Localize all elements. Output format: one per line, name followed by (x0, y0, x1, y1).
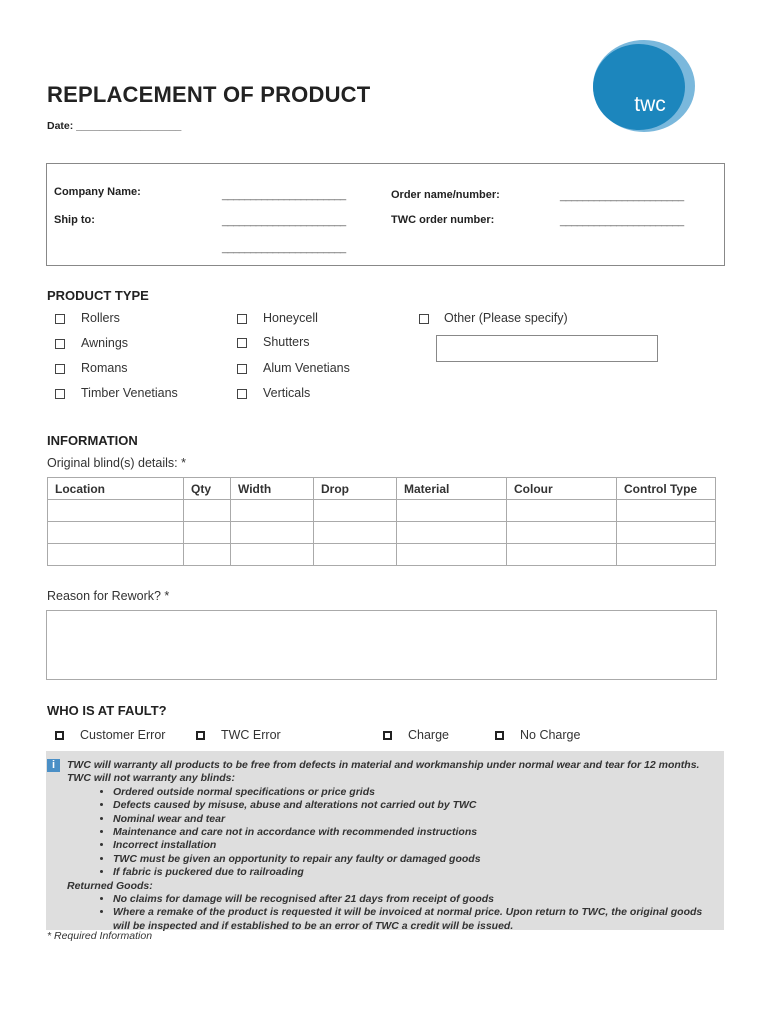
table-cell[interactable] (231, 544, 314, 566)
information-heading: INFORMATION (47, 433, 138, 448)
list-item: • Maintenance and care not in accordance with recommended instructions (113, 826, 722, 839)
table-cell[interactable] (617, 522, 716, 544)
table-cell[interactable] (314, 544, 397, 566)
logo-inner-circle (593, 44, 685, 130)
table-cell[interactable] (397, 500, 507, 522)
page-title: REPLACEMENT OF PRODUCT (47, 82, 371, 107)
details-label: Original blind(s) details: * (47, 456, 186, 470)
table-cell[interactable] (184, 522, 231, 544)
list-item: • Where a remake of the product is requested it will be invoiced at normal price. Upon return to TWC, the original goods will be inspected and if established to be an error of TWC a credit will be issued. (113, 906, 722, 933)
order-name-label: Order name/number: (391, 189, 500, 201)
column-width: Width (231, 478, 314, 500)
table-cell[interactable] (231, 500, 314, 522)
warranty-intro: TWC will warranty all products to be free from defects in material and workmanship under normal wear and tear for 12 months. TWC will not warranty any blinds: (67, 759, 700, 785)
company-name-label: Company Name: (54, 186, 141, 198)
table-cell[interactable] (231, 522, 314, 544)
alum-venetians-label: Alum Venetians (263, 361, 350, 375)
table-cell[interactable] (314, 522, 397, 544)
fault-heading: WHO IS AT FAULT? (47, 703, 167, 718)
customer-error-checkbox[interactable] (55, 731, 64, 740)
romans-checkbox[interactable] (55, 364, 65, 374)
twc-logo (588, 38, 696, 134)
table-cell[interactable] (184, 500, 231, 522)
returned-goods-heading: Returned Goods: (67, 879, 153, 892)
no-charge-label: No Charge (520, 728, 581, 742)
timber-venetians-checkbox[interactable] (55, 389, 65, 399)
table-cell[interactable] (507, 522, 617, 544)
list-item: • Ordered outside normal specifications or price grids (113, 786, 722, 799)
info-icon: i (47, 759, 60, 772)
table-cell[interactable] (617, 500, 716, 522)
romans-label: Romans (81, 361, 128, 375)
company-name-field[interactable]: ______________________ (222, 189, 346, 201)
table-row (48, 500, 716, 522)
shutters-checkbox[interactable] (237, 338, 247, 348)
warranty-text (67, 759, 722, 933)
shutters-label: Shutters (263, 335, 310, 349)
list-item: • Incorrect installation (113, 839, 722, 852)
column-colour: Colour (507, 478, 617, 500)
honeycell-label: Honeycell (263, 311, 318, 325)
timber-venetians-label: Timber Venetians (81, 386, 178, 400)
date-field[interactable]: Date: __________________ (47, 120, 182, 132)
table-cell[interactable] (397, 522, 507, 544)
table-cell[interactable] (507, 500, 617, 522)
table-cell[interactable] (48, 522, 184, 544)
column-material: Material (397, 478, 507, 500)
table-cell[interactable] (48, 500, 184, 522)
ship-to-field[interactable]: ______________________ (222, 215, 346, 227)
charge-label: Charge (408, 728, 449, 742)
column-location: Location (48, 478, 184, 500)
ship-to-label: Ship to: (54, 214, 95, 226)
warranty-exclusion-list (67, 786, 722, 880)
table-cell[interactable] (397, 544, 507, 566)
verticals-checkbox[interactable] (237, 389, 247, 399)
reason-label: Reason for Rework? * (47, 589, 170, 603)
column-qty: Qty (184, 478, 231, 500)
list-item: • TWC must be given an opportunity to repair any faulty or damaged goods (113, 853, 722, 866)
twc-order-field[interactable]: ______________________ (560, 215, 684, 227)
other-checkbox[interactable] (419, 314, 429, 324)
other-specify-input[interactable] (436, 335, 658, 362)
awnings-label: Awnings (81, 336, 129, 350)
alum-venetians-checkbox[interactable] (237, 364, 247, 374)
reason-textarea[interactable] (46, 610, 717, 680)
other-label: Other (Please specify) (444, 311, 568, 325)
product-type-heading: PRODUCT TYPE (47, 288, 149, 303)
list-item: • No claims for damage will be recognised after 21 days from receipt of goods (113, 893, 722, 906)
table-cell[interactable] (314, 500, 397, 522)
list-item: • If fabric is puckered due to railroading (113, 866, 722, 879)
column-control-type: Control Type (617, 478, 716, 500)
twc-error-checkbox[interactable] (196, 731, 205, 740)
logo-text: twc (634, 93, 666, 116)
rollers-checkbox[interactable] (55, 314, 65, 324)
table-row (48, 544, 716, 566)
ship-to-field-2[interactable]: ______________________ (222, 242, 346, 254)
table-cell[interactable] (48, 544, 184, 566)
table-cell[interactable] (184, 544, 231, 566)
table-cell[interactable] (507, 544, 617, 566)
customer-error-label: Customer Error (80, 728, 166, 742)
charge-checkbox[interactable] (383, 731, 392, 740)
order-name-field[interactable]: ______________________ (560, 190, 684, 202)
table-header-row (48, 478, 716, 500)
no-charge-checkbox[interactable] (495, 731, 504, 740)
twc-order-label: TWC order number: (391, 214, 495, 226)
table-cell[interactable] (617, 544, 716, 566)
honeycell-checkbox[interactable] (237, 314, 247, 324)
awnings-checkbox[interactable] (55, 339, 65, 349)
verticals-label: Verticals (263, 386, 311, 400)
column-drop: Drop (314, 478, 397, 500)
returned-goods-list (67, 893, 722, 933)
list-item: • Nominal wear and tear (113, 813, 722, 826)
rollers-label: Rollers (81, 311, 120, 325)
list-item: • Defects caused by misuse, abuse and alterations not carried out by TWC (113, 799, 722, 812)
blind-details-table (47, 477, 716, 566)
table-row (48, 522, 716, 544)
required-footnote: * Required Information (47, 930, 153, 942)
twc-error-label: TWC Error (221, 728, 281, 742)
